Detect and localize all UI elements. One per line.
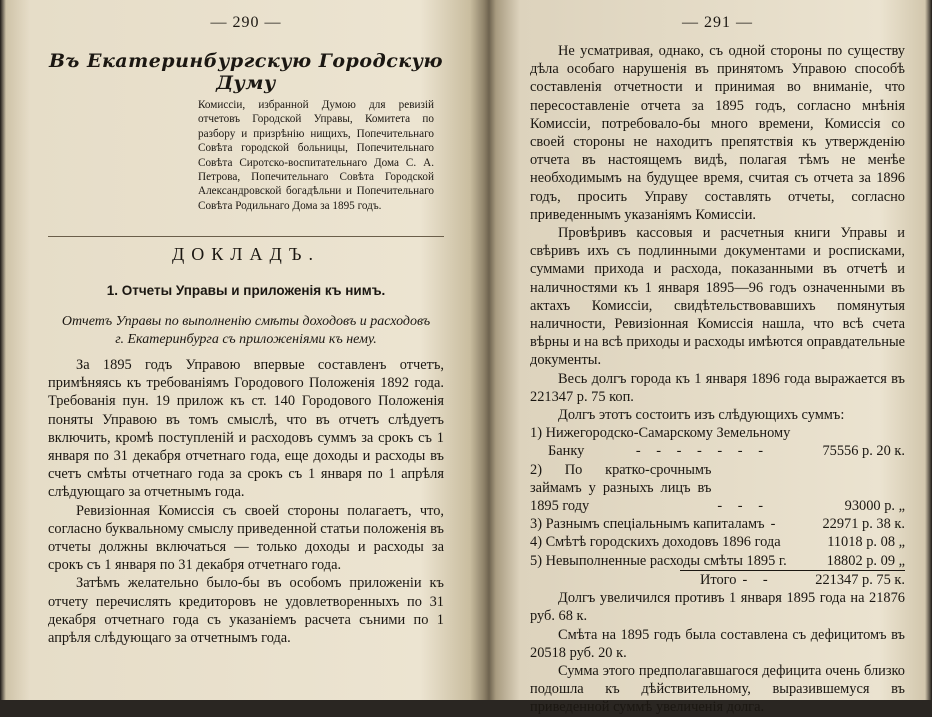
section-subtitle: Отчетъ Управы по выполненію смѣты доходовъ и расходовъ г. Екатеринбурга съ приложеніями къ нему. xyxy=(61,314,431,347)
paragraph: Не усматривая, однако, съ одной стороны по существу дѣла особаго нарушенія въ принятомъ Управою способѣ составленія отчетности и принимая во вниманіе, что пересоставленіе отчета за 1895 годъ, согласно мнѣнія Комиссіи, потребовало-бы много времени, Комиссія со своей стороны не находитъ препятствія къ утвержденію отчета въ настоящемъ видѣ, полагая тѣмъ не менѣе необходимымъ на будущее время, считая съ отчета за 1896 годъ, просить Управу составлять отчеты, согласно приведеннымъ указаніямъ Комиссіи. xyxy=(530,43,905,223)
debt-dashes: - xyxy=(770,516,782,533)
debt-amount: 93000 р. „ xyxy=(844,498,905,515)
debt-item xyxy=(530,533,905,551)
page-number-left: — 290 — xyxy=(210,14,282,31)
debt-amount: 75556 р. 20 к. xyxy=(822,443,905,460)
debt-dashes xyxy=(790,424,802,442)
paragraph: Затѣмъ желательно было-бы въ особомъ приложеніи къ отчету перечислять кредиторовъ не удовлетворенныхъ по 31 декабря отчетнаго года съ указаніемъ расчета съними по 1 апрѣля слѣдующаго за отчетнымъ года. xyxy=(48,575,444,647)
divider-rule xyxy=(48,236,444,237)
debt-amount: 11018 р. 08 „ xyxy=(827,534,905,551)
debt-dashes: - - - - - - - xyxy=(635,443,769,460)
debt-name: Банку xyxy=(548,443,585,460)
debt-dashes xyxy=(781,533,793,551)
left-body xyxy=(48,356,444,647)
debt-dashes xyxy=(787,552,799,570)
total-dashes: - - xyxy=(742,571,774,588)
debt-item xyxy=(530,442,905,460)
paragraph: Провѣривъ кассовыя и расчетныя книги Управы и свѣривъ ихъ съ подлинными документами и росписками, суммами прихода и расхода, показанными въ отчетѣ и наличностями къ 1 января 1895—96 годъ означенными въ актахъ Комиссіи, свидѣтельствовавшихъ помянутыя наличности, Ревизіонная Комиссія нашла, что всѣ счета вѣрны и на всѣ приходы и расходы имѣются оправдательные документы. xyxy=(530,225,905,369)
paragraph: Весь долгъ города къ 1 января 1896 года выражается въ 221347 р. 75 коп. xyxy=(530,370,905,405)
debt-name: 3) Разнымъ спеціальнымъ капиталамъ xyxy=(530,516,765,533)
page-right xyxy=(530,0,905,716)
total-amount: 221347 р. 75 к. xyxy=(815,571,905,588)
section-title: 1. Отчеты Управы и приложенія къ нимъ. xyxy=(106,283,386,298)
paragraph: Сумма этого предполагавшагося дефицита очень близко подошла къ дѣйствительному, выразившемуся въ приведенной суммѣ увеличенія долга. xyxy=(530,662,905,716)
debt-amount: 18802 р. 09 „ xyxy=(826,552,905,569)
debt-name: 1) Нижегородско-Самарскому Земельному xyxy=(530,425,791,442)
debt-total xyxy=(680,570,905,589)
total-label: Итого xyxy=(700,571,737,588)
page-left xyxy=(48,0,444,700)
right-body xyxy=(530,42,905,717)
addressee-heading: Въ Екатеринбургскую Городскую Думу xyxy=(48,50,444,94)
report-title: ДОКЛАДЪ. xyxy=(172,244,320,264)
debt-amount: 22971 р. 38 к. xyxy=(822,516,905,533)
debt-item xyxy=(530,515,905,533)
debt-name: 2) По кратко-срочнымъ займамъ у разныхъ лицъ въ 1895 году xyxy=(530,461,712,515)
paragraph: Долгъ увеличился противъ 1 января 1895 года на 21876 руб. 68 к. xyxy=(530,590,905,625)
paragraph: За 1895 годъ Управою впервые составленъ отчетъ, примѣняясь къ требованіямъ Городового Положенія 1892 года. Требованія пун. 19 прилож къ ст. 140 Городового Положенія поняты Управою въ томъ смыслѣ, что въ отчетъ слѣдуетъ включить, кромѣ поступленій и расходовъ суммъ за срокъ съ 1 января по 31 декабря отчетнаго года, еще доходы и расходы въ счетъ смѣты отчетнаго года за срокъ съ 1 января по 1 апрѣля слѣдующаго за отчетнымъ года. xyxy=(48,357,444,501)
paragraph: Смѣта на 1895 годъ была составлена съ дефицитомъ въ 20518 руб. 20 к. xyxy=(530,626,905,661)
debt-item xyxy=(530,552,905,570)
debt-amount xyxy=(802,424,905,442)
debt-item xyxy=(530,461,905,516)
paragraph: Долгъ этотъ состоитъ изъ слѣдующихъ суммъ: xyxy=(558,407,845,424)
paragraph: Ревизіонная Комиссія съ своей стороны полагаетъ, что, согласно буквальному смыслу приведенной статьи положенія въ отчеты должны включаться — только доходы и расходы за срокъ съ 1 января по 31 декабря отчетнаго года. xyxy=(48,502,444,574)
debt-dashes: - - - xyxy=(717,498,769,515)
debt-name: 4) Смѣтѣ городскихъ доходовъ 1896 года xyxy=(530,534,781,551)
debt-list xyxy=(530,424,905,589)
page-number-right: — 291 — xyxy=(682,14,753,31)
debt-item xyxy=(530,424,905,442)
commission-description: Комиссіи, избранной Думою для ревизій отчетовъ Городской Управы, Комитета по разбору и призрѣнію нищихъ, Попечительнаго Совѣта городской больницы, Попечительнаго Совѣта Сиротско-воспитательнаго Дома С. А. Петрова, Попечительнаго Совѣта Городской Александровской богадѣльни и Попечительнаго Совѣта Родильнаго Дома за 1895 годъ. xyxy=(198,99,434,212)
debt-name: 5) Невыполненные расходы смѣты 1895 г. xyxy=(530,552,787,569)
